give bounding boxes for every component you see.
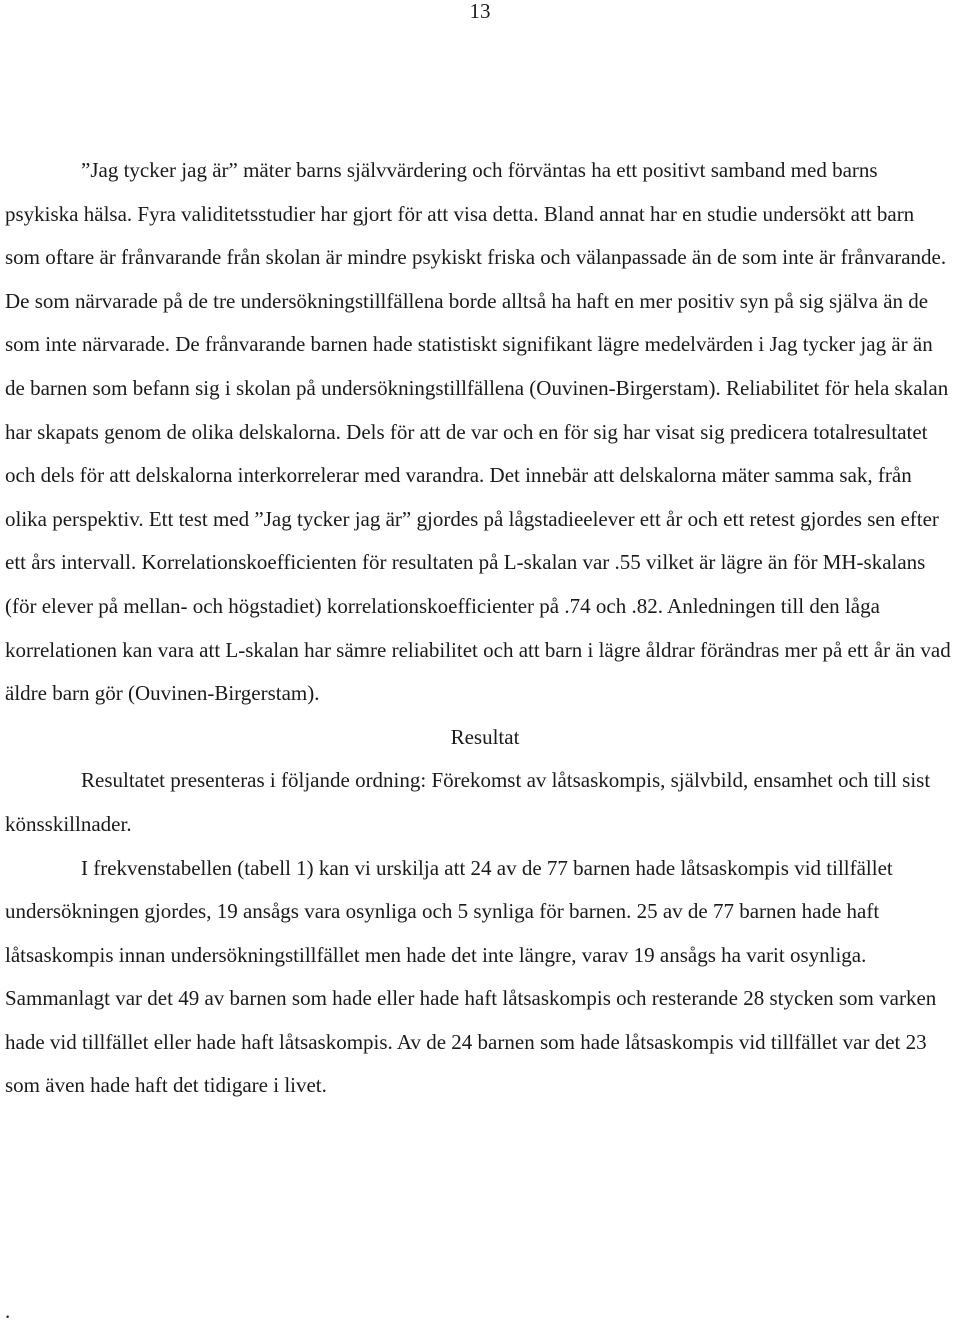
paragraph-frequency-table: I frekvenstabellen (tabell 1) kan vi urskilja att 24 av de 77 barnen hade låtsaskompis vid tillfället undersökningen gjordes, 19 ansågs vara osynliga och 5 synliga för barnen. 25 av de 77 barnen hade haft låtsaskompis innan undersökningstillfället men hade det inte längre, varav 19 ansågs ha varit osynliga. Sammanlagt var det 49 av barnen som hade eller hade haft låtsaskompis och resterande 28 stycken som varken hade vid tillfället eller hade haft låtsaskompis. Av de 24 barnen som hade låtsaskompis vid tillfället var det 23 som även hade haft det tidigare i livet.: [5, 855, 937, 1098]
trailing-mark: .: [5, 1299, 11, 1323]
paragraph-results-order: Resultatet presenteras i följande ordning: Förekomst av låtsaskompis, självbild, ensamhet och till sist könsskillnader.: [5, 768, 931, 836]
section-heading-results: Resultat: [450, 724, 520, 749]
paragraph-self-evaluation: ”Jag tycker jag är” mäter barns självvärdering och förväntas ha ett positivt samband med barns psykiska hälsa. Fyra validitetsstudier har gjort för att visa detta. Bland annat har en studie undersökt att barn som oftare är frånvarande från skolan är mindre psykiskt friska och välanpassade än de som inte är frånvarande. De som närvarade på de tre undersökningstillfällena borde alltså ha haft en mer positiv syn på sig själva än de som inte närvarade. De frånvarande barnen hade statistiskt signifikant lägre medelvärden i Jag tycker jag är än de barnen som befann sig i skolan på undersökningstillfällena (Ouvinen-Birgerstam). Reliabilitet för hela skalan har skapats genom de olika delskalorna. Dels för att de var och en för sig har visat sig predicera totalresultatet och dels för att delskalorna interkorrelerar med varandra. Det innebär att delskalorna mäter samma sak, från olika perspektiv. Ett test med ”Jag tycker jag är” gjordes på lågstadieelever ett år och ett retest gjordes sen efter ett års intervall. Korrelationskoefficienten för resultaten på L-skalan var .55 vilket är lägre än för MH-skalans (för elever på mellan- och högstadiet) korrelationskoefficienter på .74 och .82. Anledningen till den låga korrelationen kan vara att L-skalan har sämre reliabilitet och att barn i lägre åldrar förändras mer på ett år än vad äldre barn gör (Ouvinen-Birgerstam).: [5, 158, 951, 706]
page-number: 13: [469, 0, 491, 23]
body-text: [5, 149, 953, 1108]
